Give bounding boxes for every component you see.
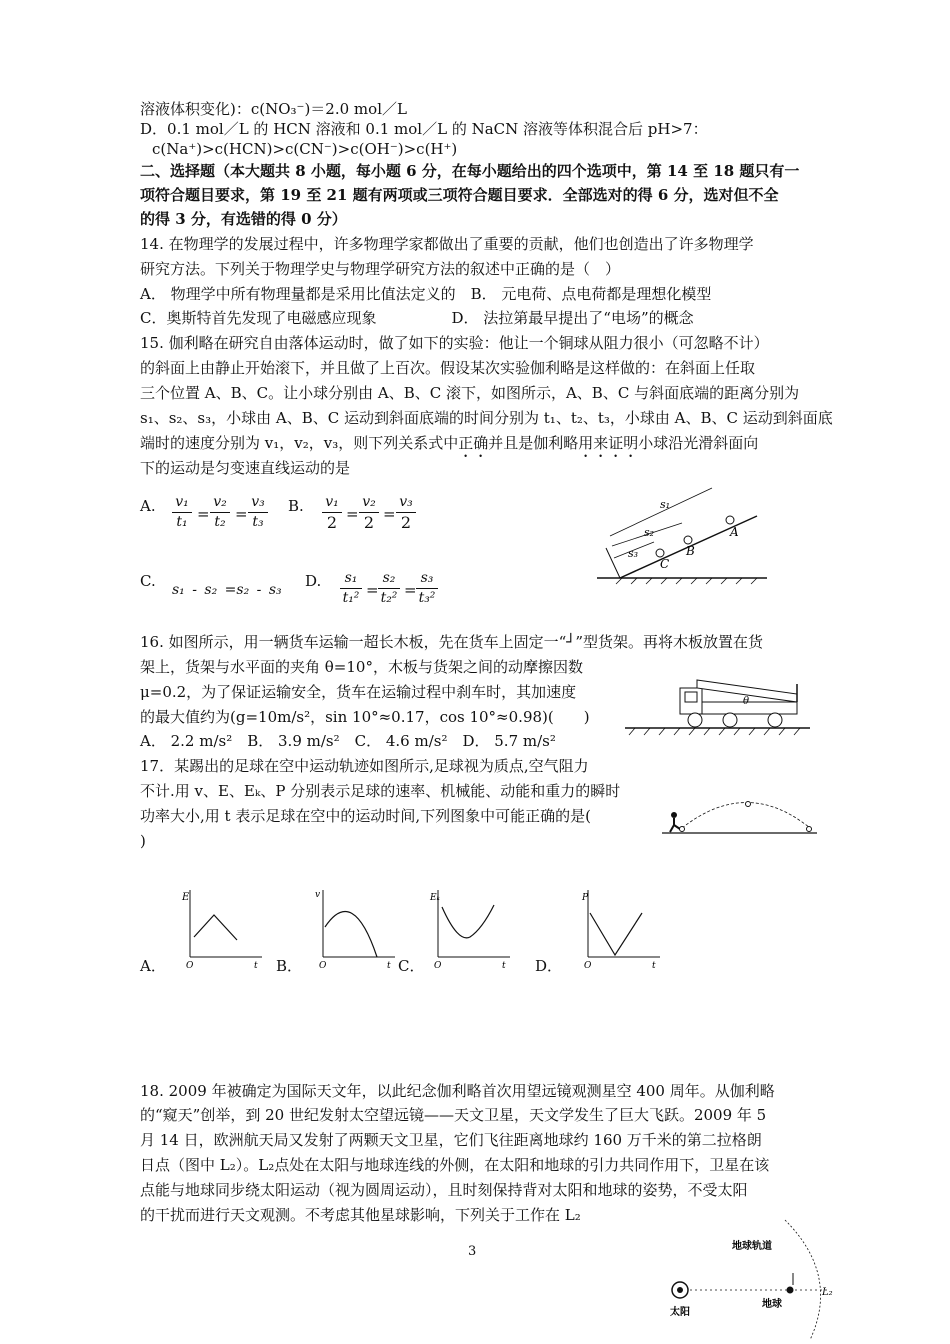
- q15-option-d-label: D.: [305, 572, 322, 590]
- axis-label: O: [186, 961, 194, 970]
- axis-label: t: [652, 961, 656, 970]
- incline-label: C: [660, 557, 670, 571]
- truck-label: θ: [743, 696, 750, 707]
- q14-text: 14. 在物理学的发展过程中，许多物理学家都做出了重要的贡献，他们也创造出了许多物理学: [140, 235, 754, 253]
- incline-label: s₂: [644, 526, 655, 539]
- fraction: s₁ t₁²: [340, 570, 362, 607]
- orbit-label: 地球轨道: [732, 1241, 772, 1252]
- q15-text-part: 端时的速度分别为 v₁，v₂，v₃，则下列关系式中: [140, 434, 459, 452]
- equals: =: [235, 505, 248, 523]
- incline-diagram: [592, 478, 782, 596]
- q16-text: 的最大值约为(g=10m/s²，sin 10°≈0.17，cos 10°≈0.98)( ): [140, 708, 590, 726]
- axis-label: t: [254, 961, 258, 970]
- text-line: c(Na⁺)>c(HCN)>c(CN⁻)>c(OH⁻)>c(H⁺): [152, 140, 458, 158]
- q17-option-b-label: B．: [276, 957, 303, 975]
- q18-text: 月 14 日，欧洲航天局又发射了两颗天文卫星，它们飞往距离地球约 160 万千米的第二拉格朗: [140, 1131, 762, 1149]
- axis-label: E: [182, 892, 190, 903]
- text-line: 溶液体积变化)：c(NO₃⁻)＝2.0 mol／L: [140, 100, 407, 118]
- incline-label: B: [686, 544, 695, 558]
- q17-text: 不计.用 v、E、Eₖ、P 分别表示足球的速率、机械能、动能和重力的瞬时: [140, 782, 621, 800]
- graph-c: [420, 885, 515, 970]
- q15-text-part: 并且是伽利略: [488, 434, 579, 452]
- axis-label: O: [319, 961, 327, 970]
- axis-label: v: [315, 890, 321, 900]
- fraction: v₂ t₂: [210, 494, 230, 531]
- orbit-label: 太阳: [670, 1307, 690, 1318]
- q14-option: C．奥斯特首先发现了电磁感应现象 D． 法拉第最早提出了“电场”的概念: [140, 309, 694, 327]
- q17-option-a-label: A．: [140, 957, 166, 975]
- q15-text: s₁、s₂、s₃，小球由 A、B、C 运动到斜面底端的时间分别为 t₁、t₂、t₃，小球由 A、B、C 运动到斜面底: [140, 409, 833, 427]
- equals: =: [346, 505, 359, 523]
- graph-b: [305, 885, 400, 970]
- axis-label: O: [434, 961, 442, 970]
- axis-label: t: [387, 961, 391, 970]
- q17-text: 17．某踢出的足球在空中运动轨迹如图所示,足球视为质点,空气阻力: [140, 757, 589, 775]
- q18-text: 的“窥天”创举，到 20 世纪发射太空望远镜——天文卫星，天文学发生了巨大飞跃。2009 年 5: [140, 1106, 767, 1124]
- orbit-diagram: [650, 1215, 850, 1340]
- graph-d: [570, 885, 665, 970]
- q15-emphasis: 用来证明: [578, 434, 639, 452]
- fraction: s₂ t₂²: [378, 570, 400, 607]
- graph-a: [172, 885, 267, 970]
- fraction: s₃ t₃²: [416, 570, 438, 607]
- football-trajectory: [662, 795, 822, 840]
- fraction: v₃ t₃: [248, 494, 268, 531]
- q15-text: 三个位置 A、B、C。让小球分别由 A、B、C 滚下，如图所示，A、B、C 与斜面底端的距离分别为: [140, 384, 800, 402]
- axis-label: Eₖ: [430, 893, 440, 903]
- equals: =: [197, 505, 210, 523]
- q15-option-b-label: B.: [288, 497, 304, 515]
- q15-emphasis: 正确: [458, 434, 489, 452]
- fraction: v₃ 2: [396, 494, 416, 531]
- q15-text: 15. 伽利略在研究自由落体运动时，做了如下的实验：他让一个铜球从阻力很小（可忽略不计）: [140, 334, 769, 352]
- q15-option-c-expr: s₁ - s₂ =s₂ - s₃: [172, 582, 282, 598]
- q16-options: A． 2.2 m/s² B． 3.9 m/s² C． 4.6 m/s² D． 5.7 m/s²: [140, 732, 556, 750]
- q15-text-part: 小球沿光滑斜面向: [638, 434, 759, 452]
- axis-label: P: [582, 893, 589, 903]
- q18-text: 日点（图中 L₂）。L₂点处在太阳与地球连线的外侧，在太阳和地球的引力共同作用下，卫星在该: [140, 1156, 770, 1174]
- axis-label: O: [584, 961, 592, 970]
- equals: =: [383, 505, 396, 523]
- q16-text: μ=0.2，为了保证运输安全，货车在运输过程中刹车时，其加速度: [140, 683, 577, 701]
- incline-label: s₁: [660, 498, 671, 511]
- truck-diagram: [625, 660, 815, 742]
- q15-text: 下的运动是匀变速直线运动的是: [140, 459, 351, 477]
- incline-label: s₃: [628, 547, 639, 560]
- page-number: 3: [468, 1244, 477, 1259]
- q17-option-d-label: D．: [535, 957, 563, 975]
- q18-text: 点能与地球同步绕太阳运动（视为圆周运动），且时刻保持背对太阳和地球的姿势，不受太阳: [140, 1181, 748, 1199]
- fraction: v₁ t₁: [172, 494, 192, 531]
- orbit-label: L₂: [822, 1287, 833, 1298]
- section-heading: 项符合题目要求，第 19 至 21 题有两项或三项符合题目要求．全部选对的得 6 分，选对但不全: [140, 186, 779, 204]
- q15-text: [140, 433, 758, 461]
- orbit-label: 地球: [762, 1299, 782, 1310]
- q15-option-c-label: C.: [140, 572, 156, 590]
- q18-text: 的干扰而进行天文观测。不考虑其他星球影响，下列关于工作在 L₂: [140, 1206, 581, 1224]
- q18-text: 18. 2009 年被确定为国际天文年，以此纪念伽利略首次用望远镜观测星空 400 周年。从伽利略: [140, 1082, 775, 1100]
- q17-option-c-label: C．: [398, 957, 425, 975]
- text-line: D．0.1 mol／L 的 HCN 溶液和 0.1 mol／L 的 NaCN 溶液等体积混合后 pH>7：: [140, 120, 708, 138]
- equals: =: [366, 581, 379, 599]
- q16-text: 架上，货架与水平面的夹角 θ=10°，木板与货架之间的动摩擦因数: [140, 658, 583, 676]
- q14-text: 研究方法。下列关于物理学史与物理学研究方法的叙述中正确的是（ ）: [140, 260, 621, 278]
- q16-text: 16. 如图所示，用一辆货车运输一超长木板，先在货车上固定一“┘”型货架。再将木板放置在货: [140, 633, 763, 651]
- q17-text: 功率大小,用 t 表示足球在空中的运动时间,下列图象中可能正确的是(: [140, 807, 591, 825]
- axis-label: t: [502, 961, 506, 970]
- fraction: v₂ 2: [359, 494, 379, 531]
- section-heading: 二、选择题（本大题共 8 小题，每小题 6 分，在每小题给出的四个选项中，第 14 至 18 题只有一: [140, 162, 800, 180]
- q14-option: A． 物理学中所有物理量都是采用比值法定义的 B． 元电荷、点电荷都是理想化模型: [140, 285, 712, 303]
- q15-text: 的斜面上由静止开始滚下，并且做了上百次。假设某次实验伽利略是这样做的：在斜面上任取: [140, 359, 756, 377]
- q17-text: ): [140, 832, 146, 850]
- section-heading: 的得 3 分，有选错的得 0 分）: [140, 210, 347, 228]
- incline-label: A: [730, 525, 739, 539]
- equals: =: [404, 581, 417, 599]
- fraction: v₁ 2: [322, 494, 342, 531]
- q15-option-a-label: A.: [140, 497, 156, 515]
